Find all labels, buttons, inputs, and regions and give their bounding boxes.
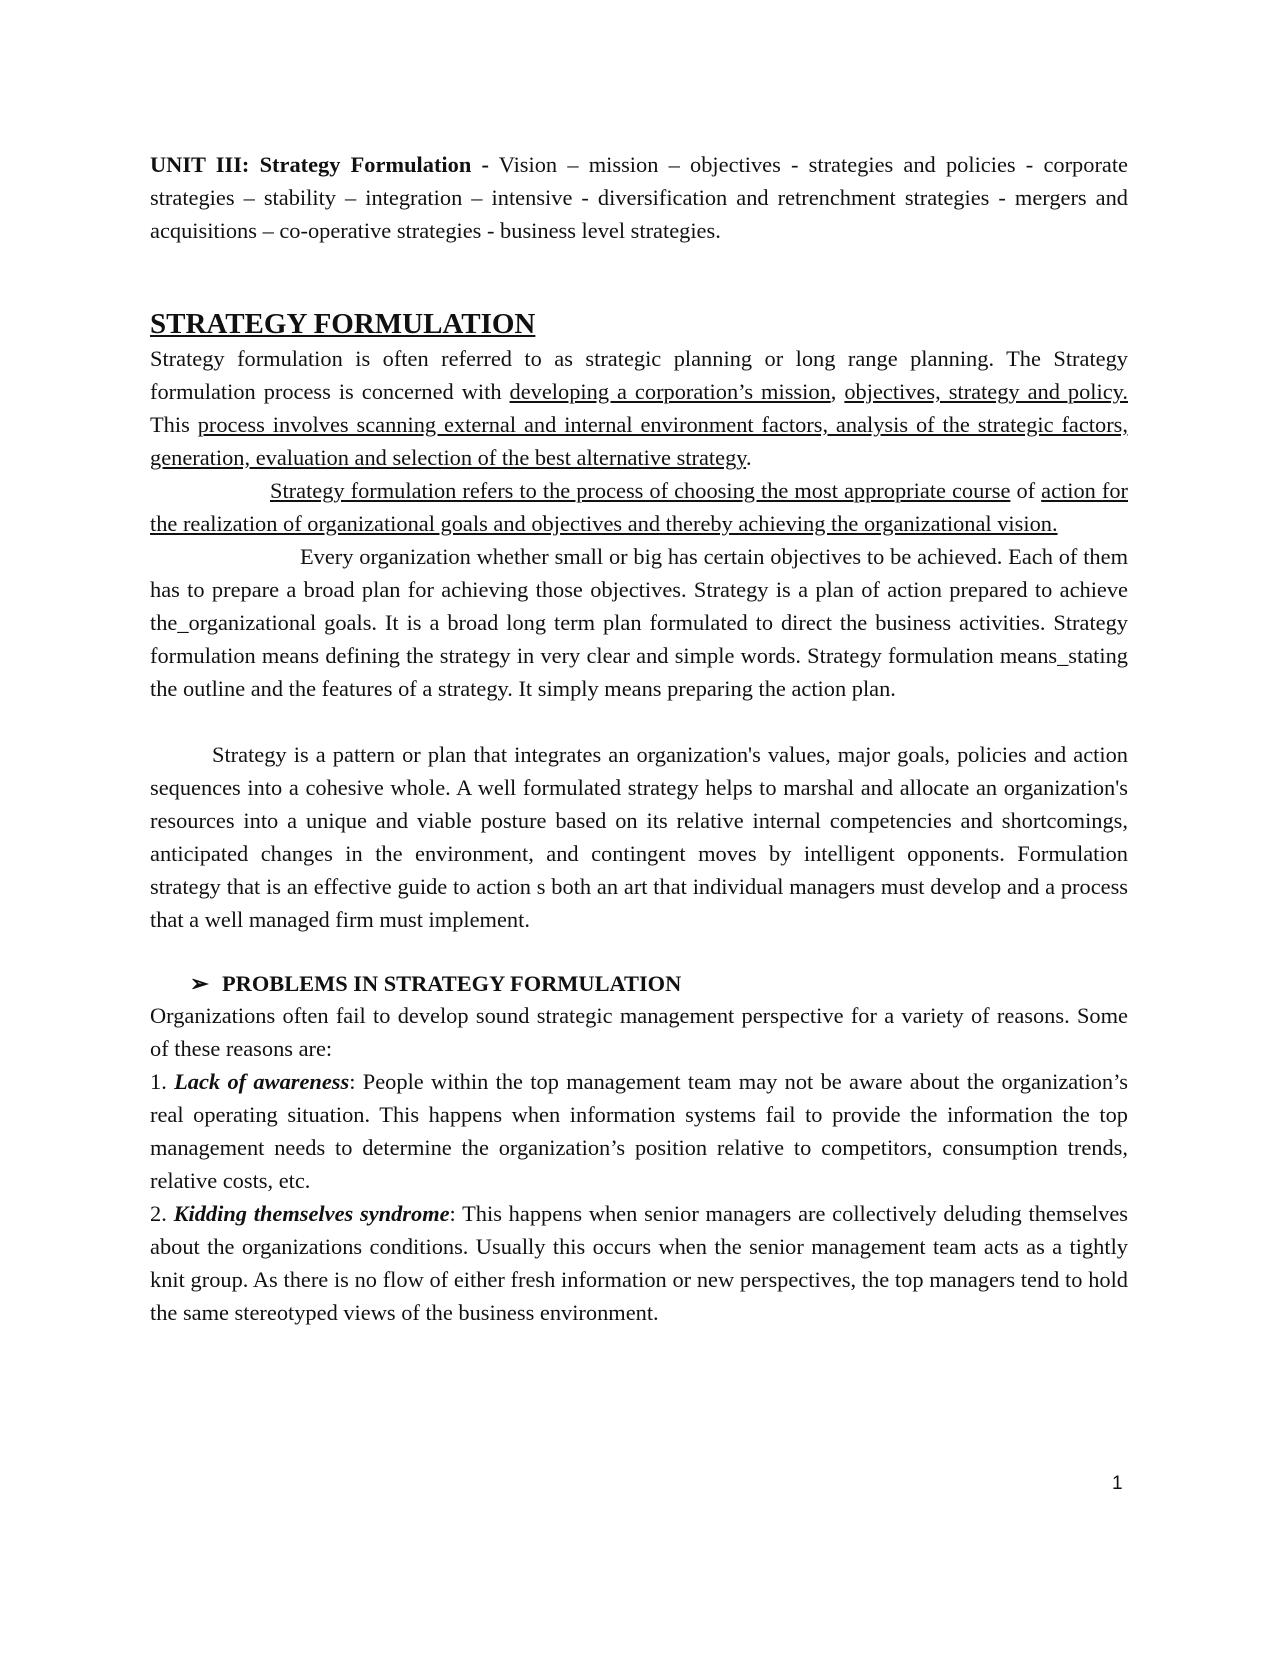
item-term: Lack of awareness bbox=[174, 1069, 350, 1094]
item-term: Kidding themselves syndrome bbox=[173, 1201, 450, 1226]
text-run: This bbox=[150, 412, 198, 437]
item-text: : This happens when senior managers are collectively deluding themselves about the organizations conditions. Usually this occurs when the senior management team acts as a tightly knit group. As there is no flow of either fresh information or new perspectives, the top managers tend to hold the same stereotyped views of the business environment. bbox=[150, 1201, 1128, 1325]
underlined-text: objectives, strategy and policy. bbox=[844, 379, 1128, 404]
text-run: , bbox=[830, 379, 845, 404]
underlined-text: action for the realization of organizational goals and objectives and thereby achieving the organizational vision. bbox=[150, 478, 1128, 536]
problems-heading-text: PROBLEMS IN STRATEGY FORMULATION bbox=[222, 971, 682, 996]
unit-label: UNIT III: Strategy Formulation - bbox=[150, 152, 489, 177]
problems-intro: Organizations often fail to develop sound strategic management perspective for a variety of reasons. Some of these reasons are: bbox=[150, 1003, 1128, 1061]
underlined-text: Strategy formulation refers to the process of choosing the most appropriate course bbox=[270, 478, 1011, 503]
paragraph-definition bbox=[150, 342, 1128, 474]
item-number: 1. bbox=[150, 1069, 175, 1094]
text-run: Strategy formulation is often referred to as strategic planning or long range planning. The Strategy formulation process is concerned with bbox=[150, 346, 1128, 404]
section-title: STRATEGY FORMULATION bbox=[150, 308, 536, 340]
problem-item-2 bbox=[150, 1197, 1128, 1329]
problems-heading bbox=[190, 969, 1128, 999]
text-run: . bbox=[746, 445, 752, 470]
problem-item-1 bbox=[150, 1065, 1128, 1197]
unit-topics: Vision – mission – objectives - strategies and policies - corporate strategies – stability – integration – intensive - diversification and retrenchment strategies - mergers and acquisitions – co-operative strategies - business level strategies. bbox=[150, 152, 1128, 243]
underlined-text: developing a corporation’s mission bbox=[509, 379, 831, 404]
item-text: : People within the top management team may not be aware about the organization’s real operating situation. This happens when information systems fail to provide the information the top management needs to determine the organization’s position relative to competitors, consumption trends, relative costs, etc. bbox=[150, 1069, 1129, 1193]
paragraph-every-organization: Every organization whether small or big has certain objectives to be achieved. Each of them has to prepare a broad plan for achieving those objectives. Strategy is a plan of action prepared to achieve the_organizational goals. It is a broad long term plan formulated to direct the business activities. Strategy formulation means defining the strategy in very clear and simple words. Strategy formulation means_stating the outline and the features of a strategy. It simply means preparing the action plan. bbox=[150, 544, 1128, 701]
underlined-text: process involves scanning external and internal environment factors, analysis of the strategic factors, generation, evaluation and selection of the best alternative strategy bbox=[150, 412, 1128, 470]
item-number: 2. bbox=[150, 1201, 174, 1226]
paragraph-refers bbox=[150, 474, 1128, 540]
document-page bbox=[150, 148, 1128, 1329]
unit-syllabus bbox=[150, 148, 1128, 247]
paragraph-strategy-pattern: Strategy is a pattern or plan that integrates an organization's values, major goals, policies and action sequences into a cohesive whole. A well formulated strategy helps to marshal and allocate an organization's resources into a unique and viable posture based on its relative internal competencies and shortcomings, anticipated changes in the environment, and contingent moves by intelligent opponents. Formulation strategy that is an effective guide to action s both an art that individual managers must develop and a process that a well managed firm must implement. bbox=[150, 742, 1128, 932]
page-number: 1 bbox=[1112, 1473, 1123, 1494]
arrow-bullet-icon: ➢ bbox=[190, 971, 209, 996]
text-run: of bbox=[1010, 478, 1042, 503]
